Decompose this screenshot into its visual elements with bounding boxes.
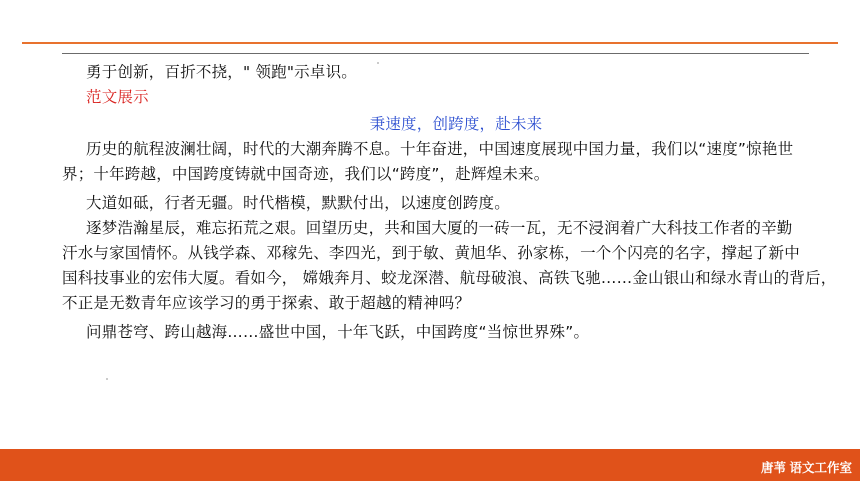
intro-line: 勇于创新，百折不挠，" 领跑"示卓识。 — [86, 63, 357, 81]
paragraph-1-line-2: 界；十年跨越，中国跨度铸就中国奇迹，我们以“跨度”，赴辉煌未来。 — [62, 165, 550, 183]
top-divider-line — [62, 53, 809, 54]
top-accent-rule — [22, 42, 838, 44]
slide-content — [62, 60, 837, 345]
paragraph-2: 大道如砥，行者无疆。时代楷模，默默付出，以速度创跨度。 — [86, 194, 510, 212]
stray-mark — [106, 378, 108, 380]
paragraph-1-line-1: 历史的航程波澜壮阔，时代的大潮奔腾不息。十年奋进，中国速度展现中国力量，我们以“速度”惊艳世 — [86, 140, 794, 158]
essay-title: 秉速度，创跨度，赴未来 — [369, 115, 543, 133]
paragraph-3-line-4: 不正是无数青年应该学习的勇于探索、敢于超越的精神吗？ — [62, 294, 471, 312]
paragraph-3-line-1: 逐梦浩瀚星辰，难忘拓荒之艰。回望历史，共和国大厦的一砖一瓦，无不浸润着广大科技工作者的辛勤 — [86, 219, 793, 237]
paragraph-3 — [62, 216, 837, 316]
paragraph-4: 问鼎苍穹、跨山越海……盛世中国，十年飞跃，中国跨度“当惊世界殊”。 — [86, 323, 590, 341]
footer-studio-label: 唐苇 语文工作室 — [761, 461, 852, 475]
paragraph-3-line-3: 国科技事业的宏伟大厦。看如今， 嫦娥奔月、蛟龙深潜、航母破浪、高铁飞驰……金山银山和绿水青山的背后， — [62, 269, 837, 287]
footer-bar — [0, 449, 860, 481]
paragraph-3-line-2: 汗水与家国情怀。从钱学森、邓稼先、李四光，到于敏、黄旭华、孙家栋，一个个闪亮的名字，撑起了新中 — [62, 244, 800, 262]
paragraph-1 — [62, 137, 822, 187]
stray-mark — [377, 62, 379, 64]
section-label: 范文展示 — [86, 88, 149, 106]
